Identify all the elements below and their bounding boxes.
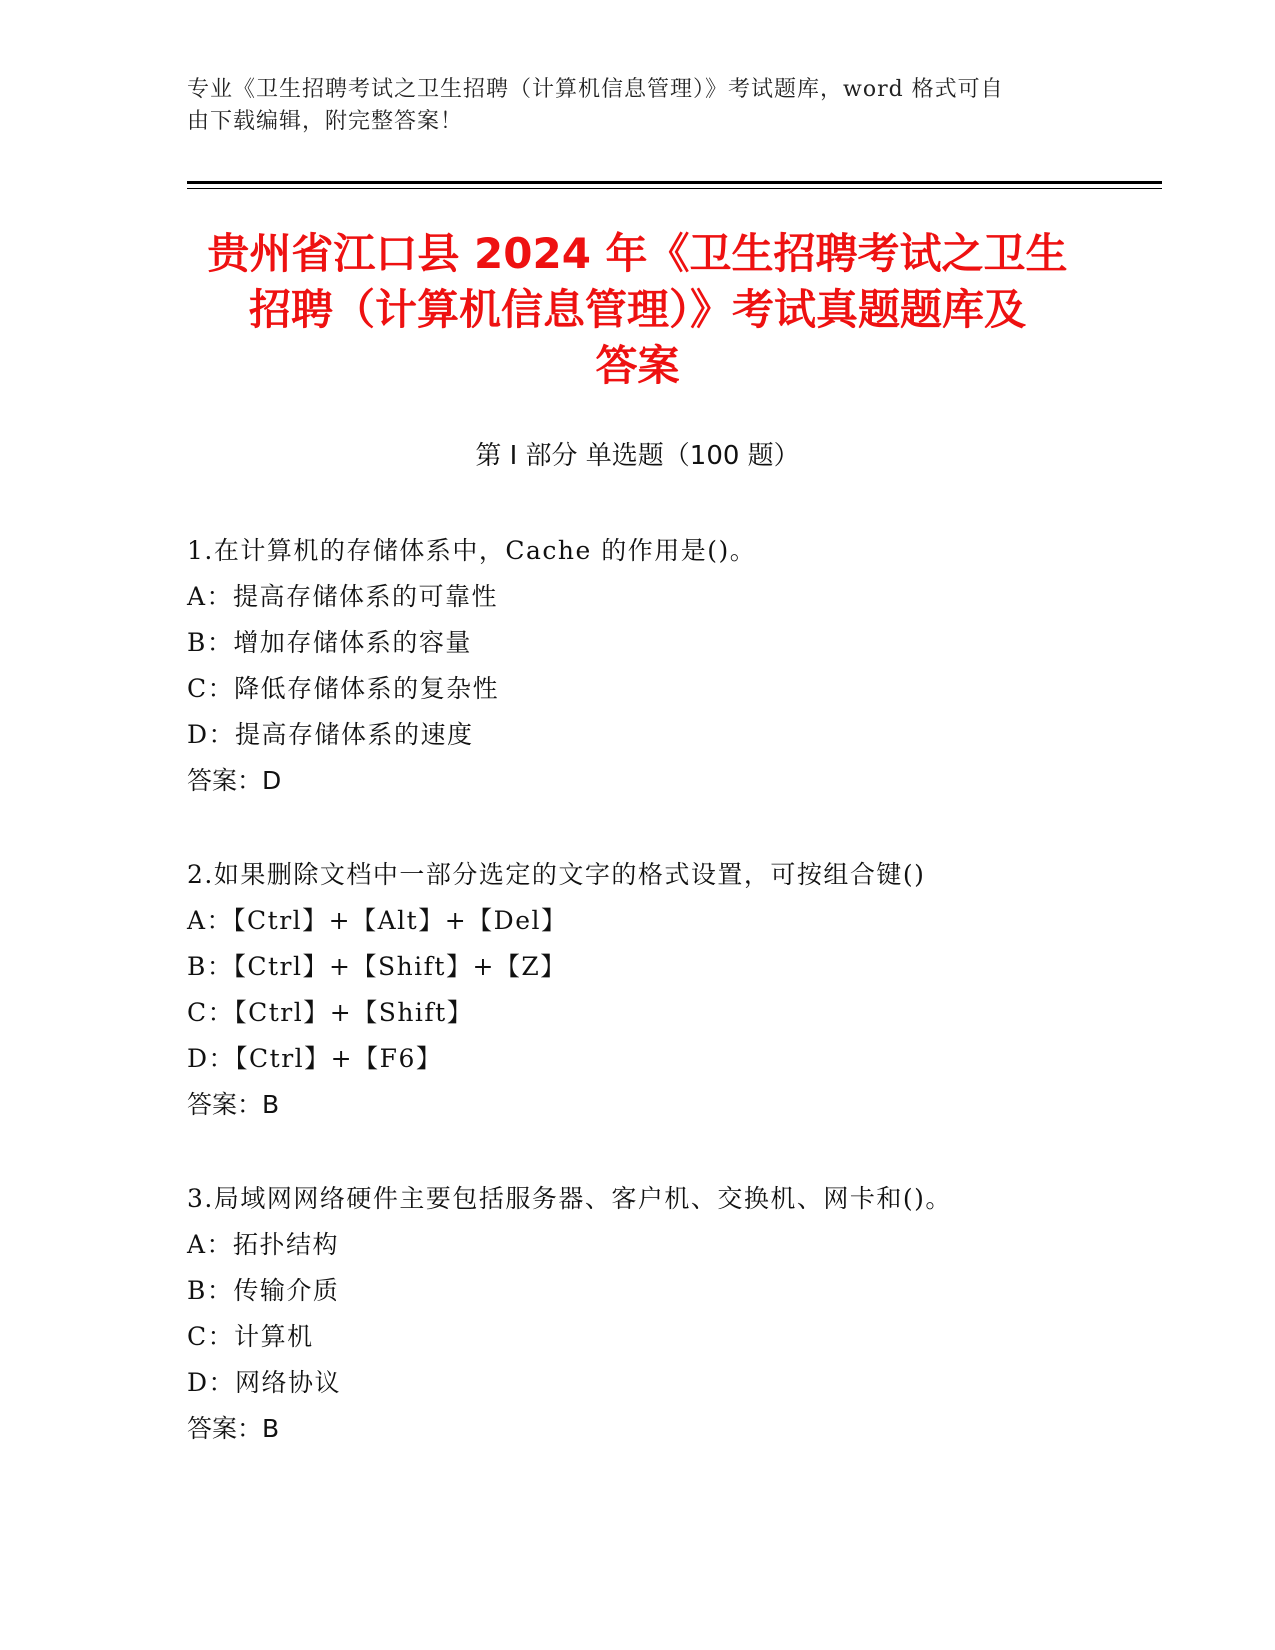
question-1 [187, 528, 1147, 804]
option-b: B：传输介质 [187, 1276, 340, 1305]
title-line-1: 贵州省江口县 2024 年《卫生招聘考试之卫生 [207, 229, 1068, 278]
option-c: C：计算机 [187, 1322, 314, 1351]
answer-line: 答案：B [187, 1090, 280, 1119]
header-note-line-1: 专业《卫生招聘考试之卫生招聘（计算机信息管理）》考试题库，word 格式可自 [187, 77, 1004, 102]
question-stem: 1.在计算机的存储体系中，Cache 的作用是()。 [187, 536, 757, 565]
answer-line: 答案：D [187, 766, 282, 795]
question-list [187, 528, 1147, 1500]
title-line-2: 招聘（计算机信息管理）》考试真题题库及 [248, 285, 1026, 334]
option-a: A：拓扑结构 [187, 1230, 340, 1259]
question-3 [187, 1176, 1147, 1452]
section-heading: 第 I 部分 单选题（100 题） [475, 441, 800, 471]
answer-line: 答案：B [187, 1414, 280, 1443]
document-title [150, 226, 1125, 394]
title-line-3: 答案 [595, 341, 680, 390]
question-2 [187, 852, 1147, 1128]
option-d: D：网络协议 [187, 1368, 342, 1397]
option-b: B：【Ctrl】+【Shift】+【Z】 [187, 952, 567, 981]
option-d: D：【Ctrl】+【F6】 [187, 1044, 443, 1073]
header-divider-thick [187, 181, 1162, 184]
header-note-line-2: 由下载编辑，附完整答案！ [187, 109, 464, 134]
header-divider-thin [187, 188, 1162, 189]
option-a: A：提高存储体系的可靠性 [187, 582, 499, 611]
question-stem: 2.如果删除文档中一部分选定的文字的格式设置，可按组合键() [187, 860, 926, 889]
option-d: D：提高存储体系的速度 [187, 720, 474, 749]
option-b: B：增加存储体系的容量 [187, 628, 472, 657]
option-c: C：【Ctrl】+【Shift】 [187, 998, 474, 1027]
header-note [187, 74, 1087, 138]
option-c: C：降低存储体系的复杂性 [187, 674, 500, 703]
question-stem: 3.局域网网络硬件主要包括服务器、客户机、交换机、网卡和()。 [187, 1184, 952, 1213]
option-a: A：【Ctrl】+【Alt】+【Del】 [187, 906, 568, 935]
